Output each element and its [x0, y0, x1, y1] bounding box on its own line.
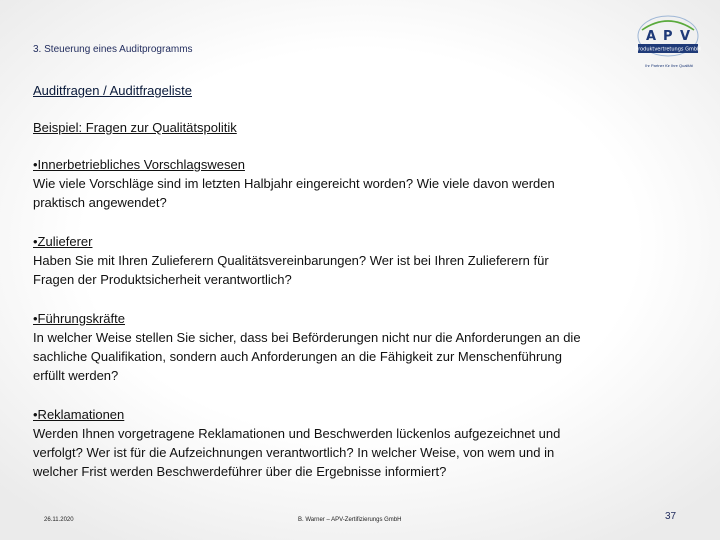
page-number: 37: [665, 511, 677, 522]
footer-author: B. Warner – APV-Zertifizierungs GmbH: [298, 517, 402, 523]
block-line: sachliche Qualifikation, sondern auch Anforderungen an die Fähigkeit zur Menschenführung: [33, 349, 563, 364]
block-line: erfüllt werden?: [33, 368, 119, 383]
section-label: 3. Steuerung eines Auditprogramms: [33, 44, 193, 55]
block-line: Haben Sie mit Ihren Zulieferern Qualitätsvereinbarungen? Wer ist bei Ihren Zulieferern für: [33, 253, 549, 268]
logo-tagline: Ihr Partner für Ihre Qualität: [645, 63, 693, 68]
block-line: verfolgt? Wer ist für die Aufzeichnungen verantwortlich? In welcher Weise, von wem und in: [33, 445, 555, 460]
logo-letter-p: P: [663, 29, 673, 44]
block-heading: •Innerbetriebliches Vorschlagswesen: [33, 157, 245, 172]
question-block-leadership: [33, 309, 673, 385]
block-line: praktisch angewendet?: [33, 195, 167, 210]
logo-letter-a: A: [646, 29, 657, 44]
block-heading: •Reklamationen: [33, 407, 125, 422]
logo-letter-v: V: [680, 29, 691, 44]
block-line: Fragen der Produktsicherheit verantwortlich?: [33, 272, 292, 287]
block-line: Werden Ihnen vorgetragene Reklamationen und Beschwerden lückenlos aufgezeichnet und: [33, 426, 561, 441]
logo-subtitle: Produktvertretungs GmbH: [635, 46, 701, 53]
question-block-suppliers: [33, 232, 673, 289]
question-block-complaints: [33, 405, 673, 481]
block-line: welcher Frist werden Beschwerdeführer über die Ergebnisse informiert?: [33, 464, 447, 479]
block-line: Wie viele Vorschläge sind im letzten Halbjahr eingereicht worden? Wie viele davon werden: [33, 176, 555, 191]
question-block-suggestions: [33, 155, 673, 212]
page-title: Auditfragen / Auditfrageliste: [33, 83, 192, 98]
example-subtitle: Beispiel: Fragen zur Qualitätspolitik: [33, 120, 237, 135]
block-heading: •Führungskräfte: [33, 311, 125, 326]
footer-date: 26.11.2020: [44, 517, 74, 523]
block-line: In welcher Weise stellen Sie sicher, dass bei Beförderungen nicht nur die Anforderungen an die: [33, 330, 581, 345]
block-heading: •Zulieferer: [33, 234, 93, 249]
